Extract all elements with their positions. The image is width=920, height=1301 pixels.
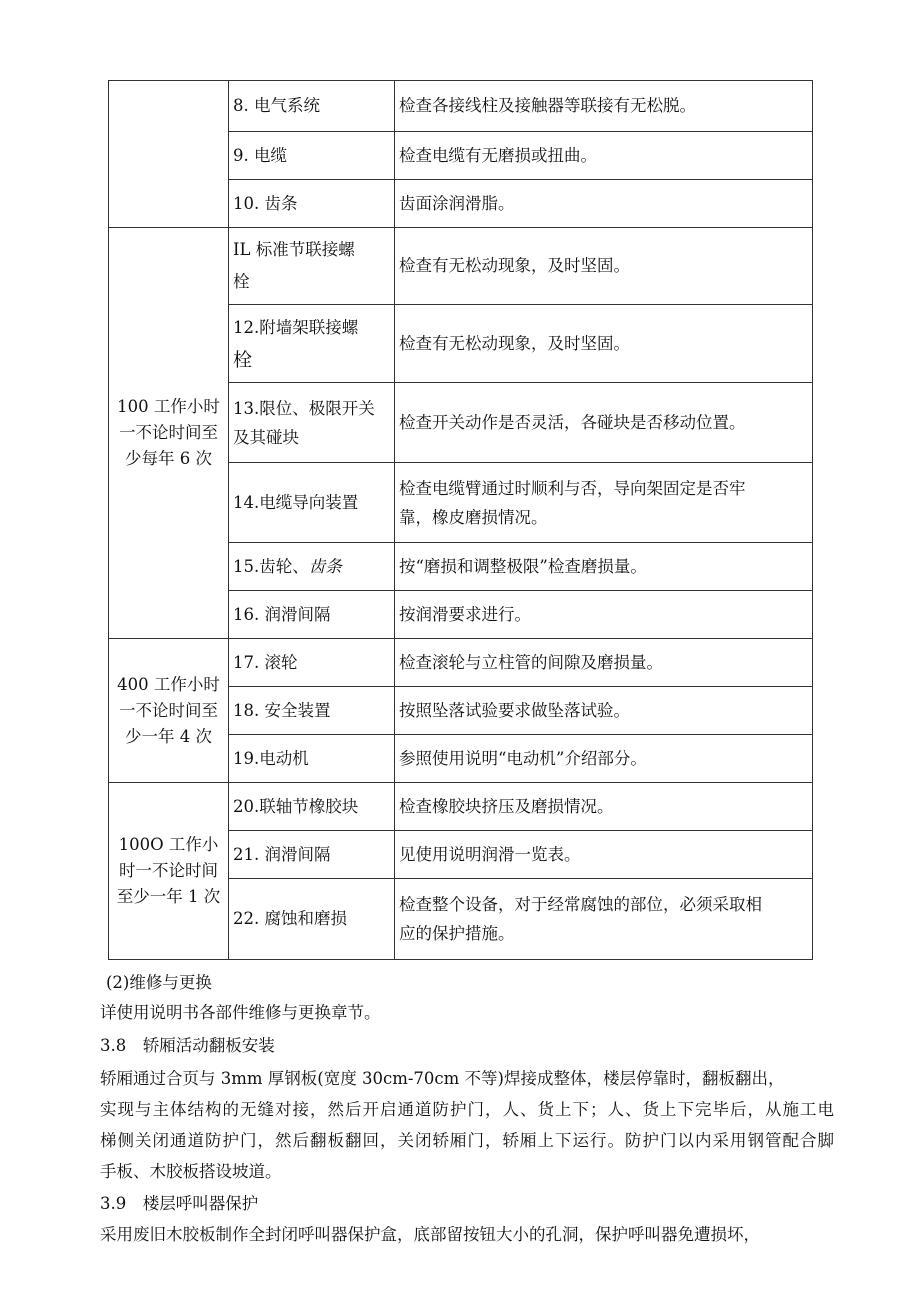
period-line: 100 工作小时 xyxy=(117,397,220,416)
item-cell: 17. 滚轮 xyxy=(229,639,395,687)
item-cell: 14.电缆导向装置 xyxy=(229,463,395,543)
table-row xyxy=(109,81,813,132)
desc-cell: 参照使用说明“电动机”介绍部分。 xyxy=(395,735,813,783)
period-line: 100O 工作小 xyxy=(118,835,219,854)
item-line: 栓 xyxy=(233,272,250,291)
item-line: 及其碰块 xyxy=(233,427,299,447)
desc-cell: 检查有无松动现象，及时坚固。 xyxy=(395,305,813,383)
paragraph-line: 采用废旧木胶板制作全封闭呼叫器保护盒，底部留按钮大小的孔洞，保护呼叫器免遭损坏， xyxy=(100,1225,760,1244)
item-cell: 16. 润滑间隔 xyxy=(229,591,395,639)
desc-cell: 检查有无松动现象，及时坚固。 xyxy=(395,228,813,305)
desc-cell: 按照坠落试验要求做坠落试验。 xyxy=(395,687,813,735)
desc-cell: 齿面涂润滑脂。 xyxy=(395,180,813,228)
section-heading: 3.9 楼层呼叫器保护 xyxy=(100,1194,259,1213)
desc-cell xyxy=(395,463,813,543)
period-line: 400 工作小时 xyxy=(117,674,220,694)
paragraph: 详使用说明书各部件维修与更换章节。 xyxy=(100,1003,381,1022)
item-part-italic: 齿条 xyxy=(308,556,342,576)
desc-line: 检查电缆臂通过时顺利与否，导向架固定是否牢 xyxy=(399,478,746,498)
desc-cell: 按润滑要求进行。 xyxy=(395,591,813,639)
table-row xyxy=(109,228,813,305)
item-line: 12.附墙架联接螺 xyxy=(233,317,359,337)
desc-cell: 检查滚轮与立柱管的间隙及磨损量。 xyxy=(395,639,813,687)
item-cell: 21. 润滑间隔 xyxy=(229,831,395,879)
desc-line: 应的保护措施。 xyxy=(399,924,515,943)
item-cell xyxy=(229,228,395,305)
maintenance-table xyxy=(108,80,813,960)
section-heading: 3.8 轿厢活动翻板安装 xyxy=(100,1036,275,1055)
desc-cell: 检查开关动作是否灵活，各碰块是否移动位置。 xyxy=(395,383,813,463)
period-line: 一不论时间至 xyxy=(119,700,218,720)
desc-cell: 见使用说明润滑一览表。 xyxy=(395,831,813,879)
paragraph-line: 轿厢通过合页与 3mm 厚钢板(宽度 30cm-70cm 不等)焊接成整体，楼层停靠时，翻板翻出， xyxy=(100,1069,785,1088)
desc-line: 靠，橡皮磨损情况。 xyxy=(399,507,548,527)
desc-cell xyxy=(395,879,813,960)
item-line: 13.限位、极限开关 xyxy=(233,398,375,418)
item-part: 15.齿轮、 xyxy=(233,556,309,576)
table-row xyxy=(109,783,813,831)
period-cell-empty xyxy=(109,81,229,228)
item-cell: 10. 齿条 xyxy=(229,180,395,228)
period-line: 少每年 6 次 xyxy=(125,449,212,468)
period-cell xyxy=(109,639,229,783)
desc-cell: 检查各接线柱及接触器等联接有无松脱。 xyxy=(395,81,813,132)
item-cell: 19.电动机 xyxy=(229,735,395,783)
period-cell xyxy=(109,783,229,960)
table-row xyxy=(109,639,813,687)
item-cell: 20.联轴节橡胶块 xyxy=(229,783,395,831)
period-line: 少一年 4 次 xyxy=(125,726,212,746)
item-line: 栓 xyxy=(233,348,253,371)
item-cell xyxy=(229,543,395,591)
item-cell: 8. 电气系统 xyxy=(229,81,395,132)
item-cell xyxy=(229,383,395,463)
period-line: 时一不论时间 xyxy=(119,861,218,880)
paragraph-line: 手板、木胶板搭设坡道。 xyxy=(100,1162,282,1181)
period-cell xyxy=(109,228,229,639)
paragraph-line: 梯侧关闭通道防护门，然后翻板翻回，关闭轿厢门，轿厢上下运行。防护门以内采用钢管配合脚 xyxy=(100,1131,834,1150)
desc-cell: 按“磨损和调整极限”检查磨损量。 xyxy=(395,543,813,591)
desc-cell: 检查电缆有无磨损或扭曲。 xyxy=(395,132,813,180)
period-line: 一不论时间至 xyxy=(119,423,218,442)
item-line: IL 标准节联接螺 xyxy=(233,240,355,259)
item-cell: 18. 安全装置 xyxy=(229,687,395,735)
item-cell: 9. 电缆 xyxy=(229,132,395,180)
desc-cell: 检查橡胶块挤压及磨损情况。 xyxy=(395,783,813,831)
subsection-heading: (2)维修与更换 xyxy=(106,973,212,992)
desc-line: 检查整个设备，对于经常腐蚀的部位，必须采取相 xyxy=(399,895,762,914)
item-cell: 22. 腐蚀和磨损 xyxy=(229,879,395,960)
period-line: 至少一年 1 次 xyxy=(116,887,221,906)
item-cell xyxy=(229,305,395,383)
paragraph-line: 实现与主体结构的无缝对接，然后开启通道防护门，人、货上下；人、货上下完毕后，从施工电 xyxy=(100,1100,834,1119)
